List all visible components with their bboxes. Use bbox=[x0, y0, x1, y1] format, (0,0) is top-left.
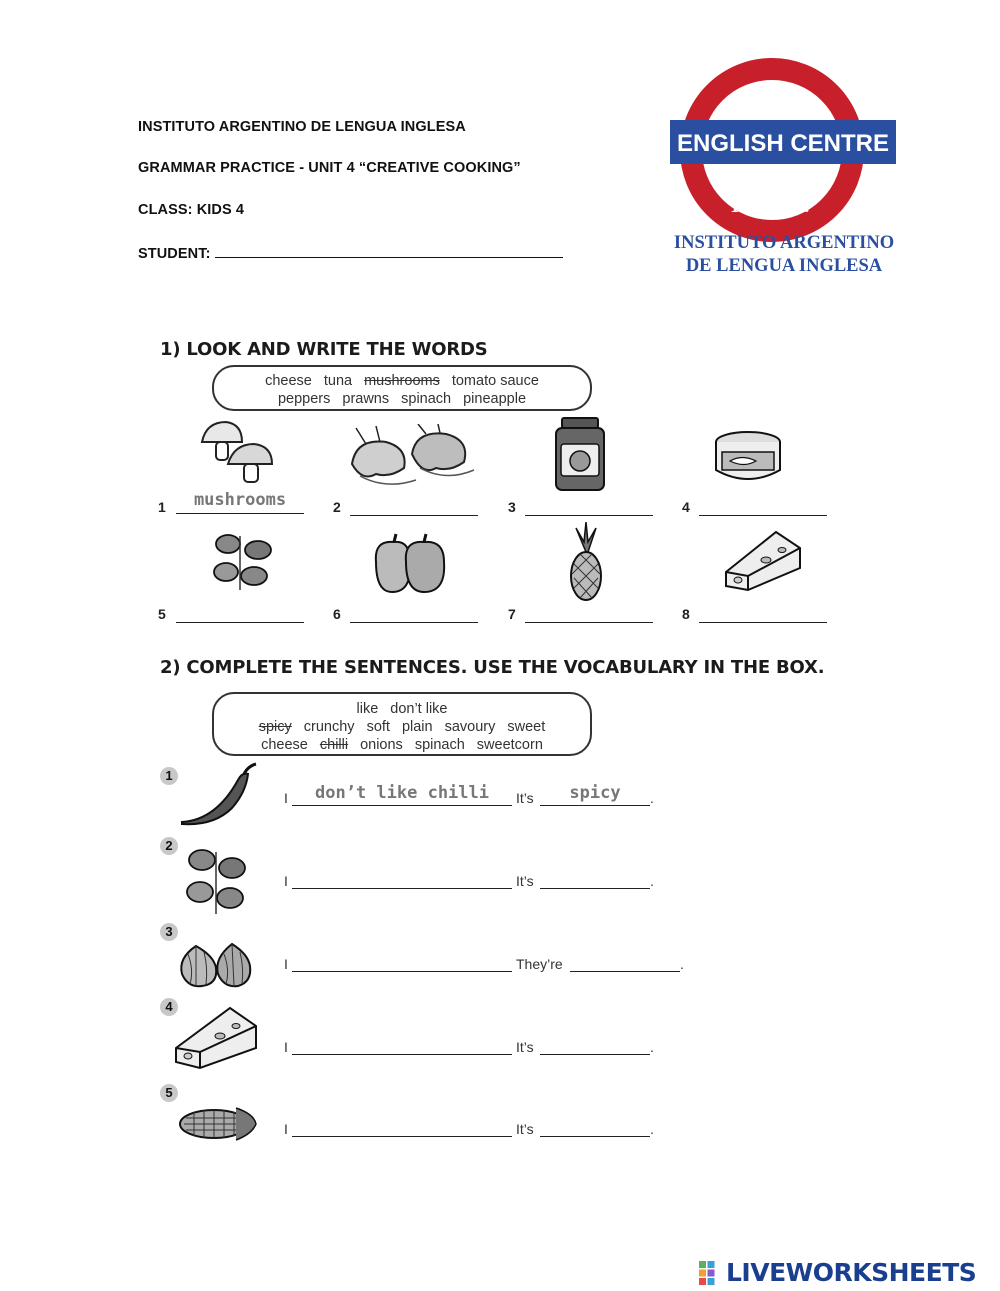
word-crunchy: crunchy bbox=[303, 719, 355, 735]
sentence-subject: I bbox=[284, 956, 288, 972]
word-dont-like: don’t like bbox=[390, 701, 448, 717]
sentence-verb: It’s bbox=[516, 873, 534, 889]
tuna-can-icon bbox=[712, 428, 784, 486]
word-pineapple: pineapple bbox=[463, 391, 527, 407]
sentence-subject: I bbox=[284, 873, 288, 889]
sentence-1-answer-2[interactable] bbox=[540, 783, 650, 806]
item-number: 2 bbox=[333, 499, 341, 515]
institute-name: INSTITUTO ARGENTINO DE LENGUA INGLESA bbox=[138, 119, 466, 135]
onions-icon bbox=[176, 938, 254, 990]
answer-field-1[interactable] bbox=[176, 490, 304, 514]
item-number: 8 bbox=[682, 606, 690, 622]
word-peppers: peppers bbox=[277, 391, 331, 407]
student-name-field[interactable] bbox=[215, 243, 563, 258]
word-spinach: spinach bbox=[401, 391, 452, 407]
sentence-number: 5 bbox=[160, 1084, 178, 1102]
student-label: STUDENT: bbox=[138, 246, 211, 262]
sentence-2-answer-1[interactable] bbox=[292, 870, 512, 889]
word-sweetcorn: sweetcorn bbox=[476, 737, 543, 753]
sentence-1-answer-1[interactable] bbox=[292, 783, 512, 806]
sentence-subject: I bbox=[284, 1039, 288, 1055]
sentence-3-answer-2[interactable] bbox=[570, 953, 680, 972]
cheese-icon bbox=[172, 1004, 260, 1070]
word-sweet: sweet bbox=[507, 719, 546, 735]
logo-line2: DE LENGUA INGLESA bbox=[685, 256, 883, 276]
word-onions: onions bbox=[360, 737, 403, 753]
sentence-end: . bbox=[680, 956, 684, 972]
word-tomato-sauce: tomato sauce bbox=[451, 373, 539, 389]
sentence-4-answer-2[interactable] bbox=[540, 1036, 650, 1055]
sentence-end: . bbox=[650, 1121, 654, 1137]
word-chilli: chilli bbox=[319, 737, 349, 753]
word-tuna: tuna bbox=[323, 373, 353, 389]
answer-field-6[interactable] bbox=[350, 604, 478, 623]
class-label: CLASS: KIDS 4 bbox=[138, 202, 245, 218]
sentence-4-answer-1[interactable] bbox=[292, 1036, 512, 1055]
sentence-number: 1 bbox=[160, 767, 178, 785]
section1-word-box bbox=[212, 365, 592, 411]
liveworksheets-text: LIVEWORKSHEETS bbox=[726, 1258, 977, 1287]
item-number: 6 bbox=[333, 606, 341, 622]
sentence-5-answer-2[interactable] bbox=[540, 1118, 650, 1137]
sentence-number: 4 bbox=[160, 998, 178, 1016]
answer-field-8[interactable] bbox=[699, 604, 827, 623]
answer-text: spicy bbox=[569, 783, 621, 803]
sentence-number: 3 bbox=[160, 923, 178, 941]
sentence-subject: I bbox=[284, 1121, 288, 1137]
logo-centre-text: ENGLISH CENTRE bbox=[676, 130, 890, 157]
item-number: 1 bbox=[158, 499, 166, 515]
answer-field-7[interactable] bbox=[525, 604, 653, 623]
sentence-end: . bbox=[650, 873, 654, 889]
worksheet-title: GRAMMAR PRACTICE - UNIT 4 “CREATIVE COOKING” bbox=[138, 160, 521, 176]
sweetcorn-icon bbox=[176, 1104, 258, 1144]
english-centre-logo bbox=[640, 50, 920, 290]
cheese-icon bbox=[722, 528, 804, 592]
sentence-end: . bbox=[650, 1039, 654, 1055]
student-row bbox=[138, 243, 563, 262]
section1-title: 1) LOOK AND WRITE THE WORDS bbox=[160, 339, 488, 360]
word-plain: plain bbox=[401, 719, 433, 735]
chilli-icon bbox=[176, 762, 260, 830]
answer-text: mushrooms bbox=[193, 490, 287, 510]
sentence-verb: They’re bbox=[516, 956, 563, 972]
sentence-number: 2 bbox=[160, 837, 178, 855]
mushrooms-icon bbox=[198, 418, 278, 488]
item-number: 7 bbox=[508, 606, 516, 622]
word-mushrooms: mushrooms bbox=[364, 373, 440, 389]
spinach-icon bbox=[206, 528, 276, 594]
liveworksheets-logo-icon bbox=[698, 1260, 724, 1286]
section2-title: 2) COMPLETE THE SENTENCES. USE THE VOCABULARY IN THE BOX. bbox=[160, 657, 825, 678]
sentence-5-answer-1[interactable] bbox=[292, 1118, 512, 1137]
answer-text: don’t like chilli bbox=[315, 783, 489, 803]
logo-line1: INSTITUTO ARGENTINO bbox=[673, 233, 895, 253]
item-number: 3 bbox=[508, 499, 516, 515]
pineapple-icon bbox=[566, 522, 606, 602]
sentence-end: . bbox=[650, 790, 654, 806]
word-soft: soft bbox=[366, 719, 390, 735]
prawns-icon bbox=[346, 424, 481, 494]
sentence-verb: It’s bbox=[516, 790, 534, 806]
sentence-verb: It’s bbox=[516, 1039, 534, 1055]
word-like: like bbox=[356, 701, 379, 717]
answer-field-3[interactable] bbox=[525, 497, 653, 516]
logo-initials: I.A.L.I. bbox=[731, 193, 813, 217]
word-spinach: spinach bbox=[414, 737, 465, 753]
sentence-verb: It’s bbox=[516, 1121, 534, 1137]
word-savoury: savoury bbox=[444, 719, 496, 735]
sentence-2-answer-2[interactable] bbox=[540, 870, 650, 889]
answer-field-2[interactable] bbox=[350, 497, 478, 516]
sentence-subject: I bbox=[284, 790, 288, 806]
answer-field-5[interactable] bbox=[176, 604, 304, 623]
word-prawns: prawns bbox=[342, 391, 390, 407]
liveworksheets-brand bbox=[698, 1258, 976, 1287]
peppers-icon bbox=[370, 532, 450, 596]
spinach-icon bbox=[180, 844, 252, 918]
word-cheese: cheese bbox=[265, 373, 312, 389]
word-spicy: spicy bbox=[258, 719, 292, 735]
logo-roundel-icon bbox=[640, 50, 920, 290]
answer-field-4[interactable] bbox=[699, 497, 827, 516]
sentence-3-answer-1[interactable] bbox=[292, 953, 512, 972]
tomato-sauce-jar-icon bbox=[552, 416, 608, 494]
word-cheese: cheese bbox=[261, 737, 308, 753]
item-number: 4 bbox=[682, 499, 690, 515]
item-number: 5 bbox=[158, 606, 166, 622]
section2-word-box bbox=[212, 692, 592, 756]
